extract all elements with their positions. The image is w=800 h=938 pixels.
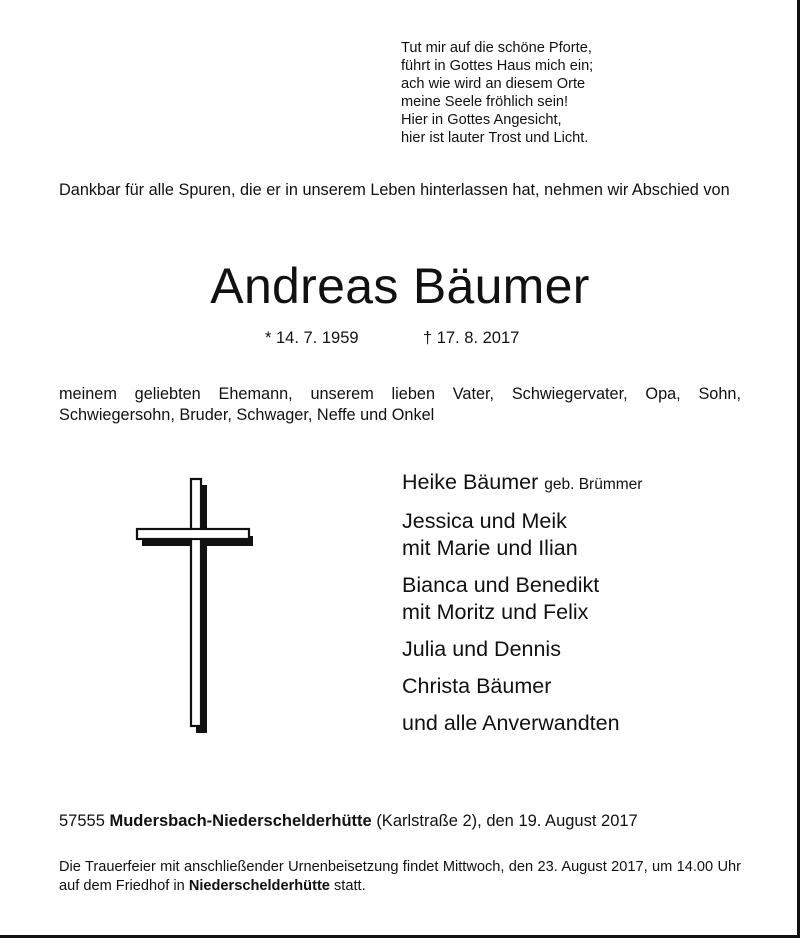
funeral-service-note xyxy=(59,858,741,896)
relation-text: meinem geliebten Ehemann, unserem lieben Vater, Schwiegervater, Opa, Sohn, Schwiegersohn, Bruder, Schwager, Neffe und Onkel xyxy=(59,385,741,424)
poem-line: hier ist lauter Trost und Licht. xyxy=(401,130,589,147)
mourner-children: mit Marie und Ilian xyxy=(402,536,578,560)
service-text-end: statt. xyxy=(334,877,366,894)
mourners-list xyxy=(402,469,762,747)
birth-date: * 14. 7. 1959 xyxy=(265,329,359,347)
mourner-children: mit Moritz und Felix xyxy=(402,600,589,624)
mourner-name: Bianca und Benedikt xyxy=(402,573,600,597)
mourner-name: Heike Bäumer xyxy=(402,470,539,494)
mourner-entry xyxy=(402,636,762,663)
poem-line: meine Seele fröhlich sein! xyxy=(401,94,569,111)
mourner-name: Jessica und Meik xyxy=(402,509,567,533)
poem-line: ach wie wird an diesem Orte xyxy=(401,76,586,93)
poem-line: Hier in Gottes Angesicht, xyxy=(401,112,562,129)
mourner-entry xyxy=(402,673,762,700)
mourner-name: und alle Anverwandten xyxy=(402,711,620,735)
mourner-entry xyxy=(402,508,762,562)
intro-text: Dankbar für alle Spuren, die er in unserem Leben hinterlassen hat, nehmen wir Abschied von xyxy=(59,181,730,199)
mourner-entry xyxy=(402,710,762,737)
cross-icon xyxy=(133,474,253,734)
poem xyxy=(401,39,731,148)
address-and-date: (Karlstraße 2), den 19. August 2017 xyxy=(376,812,638,830)
service-text: Die Trauerfeier mit anschließender Urnenbeisetzung findet Mittwoch, den 23. August 2017, um 14.00 Uhr auf dem Friedhof in xyxy=(59,859,741,894)
mourner-entry xyxy=(402,469,762,498)
maiden-name-note: geb. Brümmer xyxy=(544,476,643,493)
deceased-name: Andreas Bäumer xyxy=(210,258,590,314)
poem-line: Tut mir auf die schöne Pforte, xyxy=(401,40,592,56)
mourner-entry xyxy=(402,572,762,626)
death-date: † 17. 8. 2017 xyxy=(423,329,520,347)
town-name: Mudersbach-Niederschelderhütte xyxy=(109,812,372,830)
mourner-name: Julia und Dennis xyxy=(402,637,561,661)
poem-line: führt in Gottes Haus mich ein; xyxy=(401,58,594,75)
service-location: Niederschelderhütte xyxy=(188,877,330,894)
place-and-date xyxy=(59,811,638,831)
mourner-name: Christa Bäumer xyxy=(402,674,552,698)
postcode: 57555 xyxy=(59,812,105,830)
